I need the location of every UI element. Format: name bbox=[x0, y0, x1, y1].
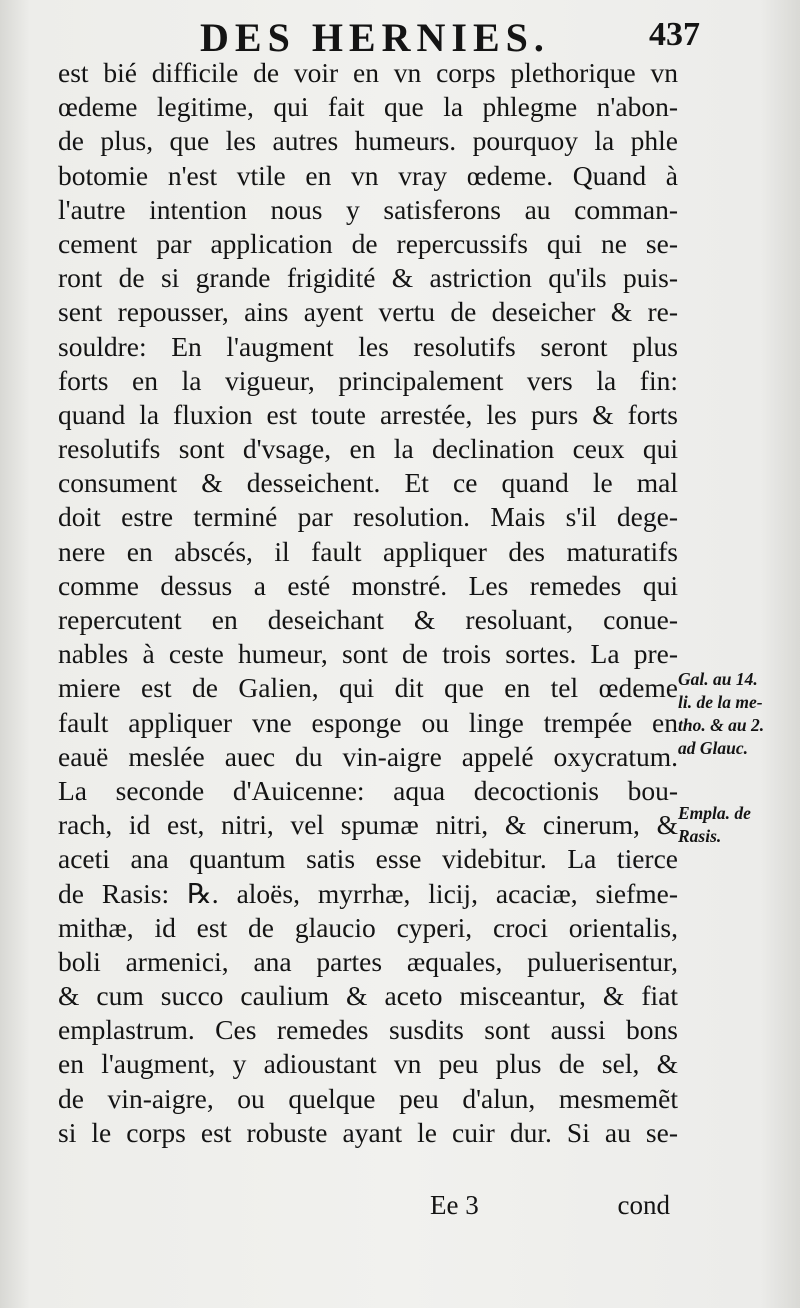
text-line: botomie n'est vtile en vn vray œdeme. Quand à bbox=[58, 159, 678, 191]
margin-note-line: ad Glauc. bbox=[678, 738, 748, 758]
text-line: nere en abscés, il fault appliquer des maturatifs bbox=[58, 535, 678, 567]
signature-mark: Ee 3 bbox=[430, 1190, 479, 1220]
text-line: si le corps est robuste ayant le cuir dur. Si au se- bbox=[58, 1116, 678, 1148]
margin-note-line: tho. & au 2. bbox=[678, 715, 765, 735]
text-line: fault appliquer vne esponge ou linge trempée en bbox=[58, 706, 678, 738]
text-line: est bié difficile de voir en vn corps plethorique vn bbox=[58, 57, 678, 88]
margin-note-galen bbox=[678, 668, 796, 760]
text-line: forts en la vigueur, principalement vers la fin: bbox=[58, 364, 678, 396]
text-line: La seconde d'Auicenne: aqua decoctionis bou- bbox=[58, 774, 678, 806]
text-line: de plus, que les autres humeurs. pourquoy la phle bbox=[58, 125, 678, 157]
text-line: sent repousser, ains ayent vertu de deseicher & re- bbox=[58, 296, 678, 328]
text-line: consument & desseichent. Et ce quand le mal bbox=[58, 467, 678, 499]
text-line: boli armenici, ana partes æquales, puluerisentur, bbox=[58, 945, 678, 977]
page-header bbox=[150, 14, 710, 60]
margin-note-line: Empla. de bbox=[678, 803, 751, 823]
text-line: souldre: En l'augment les resolutifs seront plus bbox=[58, 330, 678, 362]
margin-note-line: li. de la me- bbox=[678, 692, 763, 712]
text-line: resolutifs sont d'vsage, en la declination ceux qui bbox=[58, 433, 678, 465]
text-line: comme dessus a esté monstré. Les remedes qui bbox=[58, 569, 678, 601]
text-line: de vin-aigre, ou quelque peu d'alun, mesmemẽt bbox=[58, 1082, 678, 1114]
page-footer bbox=[430, 1190, 670, 1224]
margin-note-line: Gal. au 14. bbox=[678, 669, 758, 689]
text-line: eauë meslée auec du vin-aigre appelé oxycratum. bbox=[58, 740, 678, 772]
text-line: & cum succo caulium & aceto misceantur, & fiat bbox=[58, 980, 678, 1012]
text-line: de Rasis: ℞. aloës, myrrhæ, licij, acaciæ, siefme- bbox=[58, 877, 678, 909]
text-line: nables à ceste humeur, sont de trois sortes. La pre- bbox=[58, 638, 678, 670]
margin-notes bbox=[678, 668, 796, 848]
text-line: repercutent en deseichant & resoluant, conue- bbox=[58, 604, 678, 635]
text-line: miere est de Galien, qui dit que en tel œdeme bbox=[58, 672, 678, 704]
text-line: œdeme legitime, qui fait que la phlegme n'abon- bbox=[58, 91, 678, 123]
running-title: DES HERNIES. bbox=[200, 15, 550, 60]
text-line: en l'augment, y adioustant vn peu plus de sel, & bbox=[58, 1048, 678, 1080]
text-line: cement par application de repercussifs qui ne se- bbox=[58, 227, 678, 259]
margin-note-rasis bbox=[678, 802, 796, 848]
text-line: doit estre terminé par resolution. Mais s'il dege- bbox=[58, 501, 678, 533]
text-line: rach, id est, nitri, vel spumæ nitri, & cinerum, & bbox=[58, 809, 678, 841]
body-text bbox=[58, 56, 678, 1150]
text-line: l'autre intention nous y satisferons au comman- bbox=[58, 193, 678, 225]
text-line: mithæ, id est de glaucio cyperi, croci orientalis, bbox=[58, 911, 678, 943]
catchword: cond bbox=[617, 1190, 670, 1220]
page-number: 437 bbox=[649, 16, 700, 53]
text-line: aceti ana quantum satis esse videbitur. La tierce bbox=[58, 843, 678, 875]
text-line: emplastrum. Ces remedes susdits sont aussi bons bbox=[58, 1014, 678, 1046]
margin-note-line: Rasis. bbox=[678, 826, 722, 846]
text-line: ront de si grande frigidité & astriction qu'ils puis- bbox=[58, 262, 678, 294]
text-line: quand la fluxion est toute arrestée, les purs & forts bbox=[58, 398, 678, 430]
